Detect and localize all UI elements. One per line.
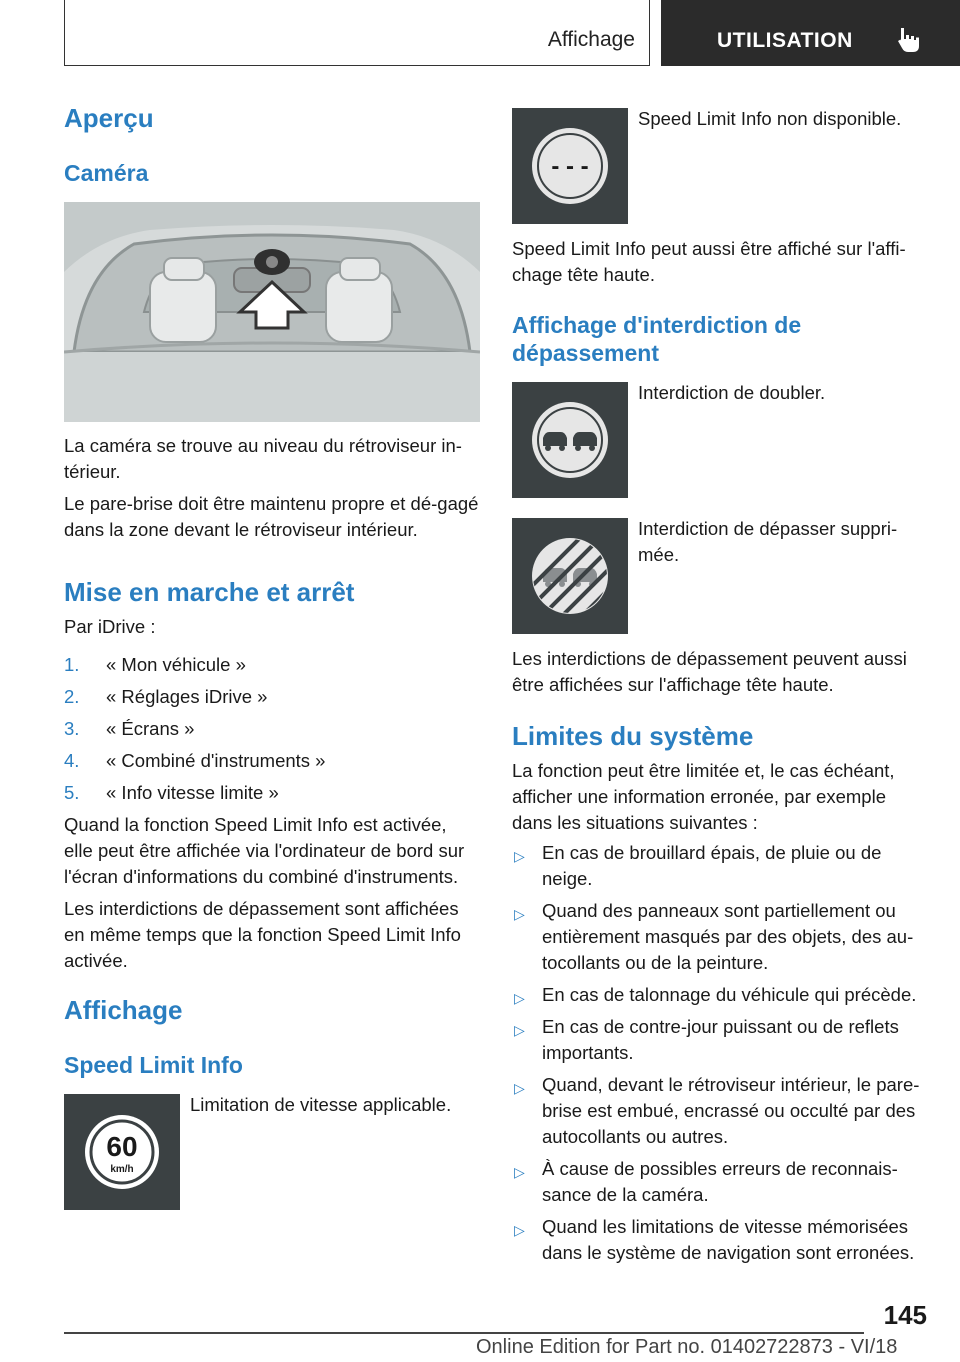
- windshield-illustration: [64, 202, 480, 422]
- interdiction-supprimee-text: Interdiction de dépasser suppri‐mée.: [638, 518, 898, 565]
- list-item: ▷ En cas de contre-jour puissant ou de reflets importants.: [514, 1016, 899, 1063]
- footer-edition-text: Online Edition for Part no. 01402722873 - VI/18: [476, 1336, 898, 1358]
- unavailable-dashes: - - -: [551, 153, 589, 180]
- speed-sign-unavailable-graphic: [512, 108, 628, 224]
- idrive-steps-list: [64, 649, 480, 809]
- hud-paragraph: Speed Limit Info peut aussi être affiché sur l'affi‐chage tête haute.: [512, 238, 906, 285]
- camera-location-image: [64, 202, 480, 422]
- list-item: 3. « Écrans »: [64, 718, 195, 739]
- end-no-overtaking-graphic: [512, 518, 628, 634]
- camera-paragraph-2: Le pare-brise doit être maintenu propre et dé‐gagé dans la zone devant le rétroviseur intérieur.: [64, 493, 479, 540]
- camera-paragraph-1: La caméra se trouve au niveau du rétroviseur in‐térieur.: [64, 435, 462, 482]
- list-item: 2. « Réglages iDrive »: [64, 686, 268, 707]
- list-item: ▷ En cas de talonnage du véhicule qui précède.: [512, 982, 928, 1008]
- limitation-text: Limitation de vitesse applicable.: [190, 1094, 452, 1115]
- heading-camera: Caméra: [64, 160, 149, 186]
- speed-sign-value: 60: [106, 1131, 138, 1162]
- hud2-paragraph: Les interdictions de dépassement peuvent aussi être affichées sur l'affichage tête haute.: [512, 648, 907, 695]
- list-item: 1. « Mon véhicule »: [64, 654, 246, 675]
- bullet-triangle-icon: ▷: [514, 848, 525, 864]
- footer-divider: [64, 1332, 864, 1334]
- limitations-list: [512, 840, 928, 1272]
- heading-affichage: Affichage: [64, 995, 183, 1025]
- interdiction-doubler-text: Interdiction de doubler.: [638, 382, 826, 403]
- fonction-limitee-paragraph: La fonction peut être limitée et, le cas échéant, afficher une information erronée, par exemple dans les situations suivantes :: [512, 760, 895, 833]
- speed-sign-60-graphic: [64, 1094, 180, 1210]
- par-idrive-text: Par iDrive :: [64, 616, 156, 637]
- list-item: ▷ En cas de brouillard épais, de pluie ou de neige.: [514, 842, 882, 889]
- heading-interdiction-depassement: Affichage d'interdiction de dépassement: [512, 312, 802, 366]
- list-item: 5. « Info vitesse limite »: [64, 782, 279, 803]
- bullet-triangle-icon: ▷: [514, 1022, 525, 1038]
- heading-apercu: Aperçu: [64, 103, 154, 133]
- bullet-triangle-icon: ▷: [514, 906, 525, 922]
- header-chapter-box: [661, 0, 960, 66]
- quand-paragraph: Quand la fonction Speed Limit Info est activée, elle peut être affichée via l'ordinateur de bord sur l'écran d'informations du combiné d'instruments.: [64, 814, 465, 887]
- heading-mise-en-marche: Mise en marche et arrêt: [64, 577, 355, 607]
- header-section-title: Affichage: [547, 28, 635, 51]
- list-item: ▷ Quand des panneaux sont partiellement ou entièrement masqués par des objets, des au‐tocollants ou de la peinture.: [514, 900, 914, 973]
- bullet-triangle-icon: ▷: [514, 990, 525, 1006]
- header-section-box: [64, 0, 650, 66]
- list-item: 4. « Combiné d'instruments »: [64, 750, 326, 771]
- non-disponible-text: Speed Limit Info non disponible.: [638, 108, 902, 129]
- list-item: ▷ À cause de possibles erreurs de reconnais‐sance de la caméra.: [514, 1158, 898, 1205]
- list-item: ▷ Quand, devant le rétroviseur intérieur, le pare-brise est embué, encrassé ou occulté par des autocollants ou autres.: [514, 1074, 920, 1147]
- interdictions-paragraph: Les interdictions de dépassement sont affichées en même temps que la fonction Speed Limit Info activée.: [64, 898, 461, 971]
- list-item: ▷ Quand les limitations de vitesse mémorisées dans le système de navigation sont erronées.: [514, 1216, 915, 1263]
- no-overtaking-graphic: [512, 382, 628, 498]
- bullet-triangle-icon: ▷: [514, 1164, 525, 1180]
- speed-limit-unavailable-sign: [512, 108, 628, 224]
- bullet-triangle-icon: ▷: [514, 1222, 525, 1238]
- bullet-triangle-icon: ▷: [514, 1080, 525, 1096]
- heading-limites-systeme: Limites du système: [512, 721, 754, 751]
- no-overtaking-sign: [512, 382, 628, 498]
- page-number: 145: [883, 1300, 927, 1330]
- pointing-hand-icon: [895, 24, 925, 54]
- end-no-overtaking-sign: [512, 518, 628, 634]
- speed-limit-60-sign: [64, 1094, 180, 1210]
- speed-sign-unit: km/h: [110, 1164, 134, 1175]
- header-chapter-title: UTILISATION: [717, 29, 853, 52]
- heading-speed-limit-info: Speed Limit Info: [64, 1052, 243, 1078]
